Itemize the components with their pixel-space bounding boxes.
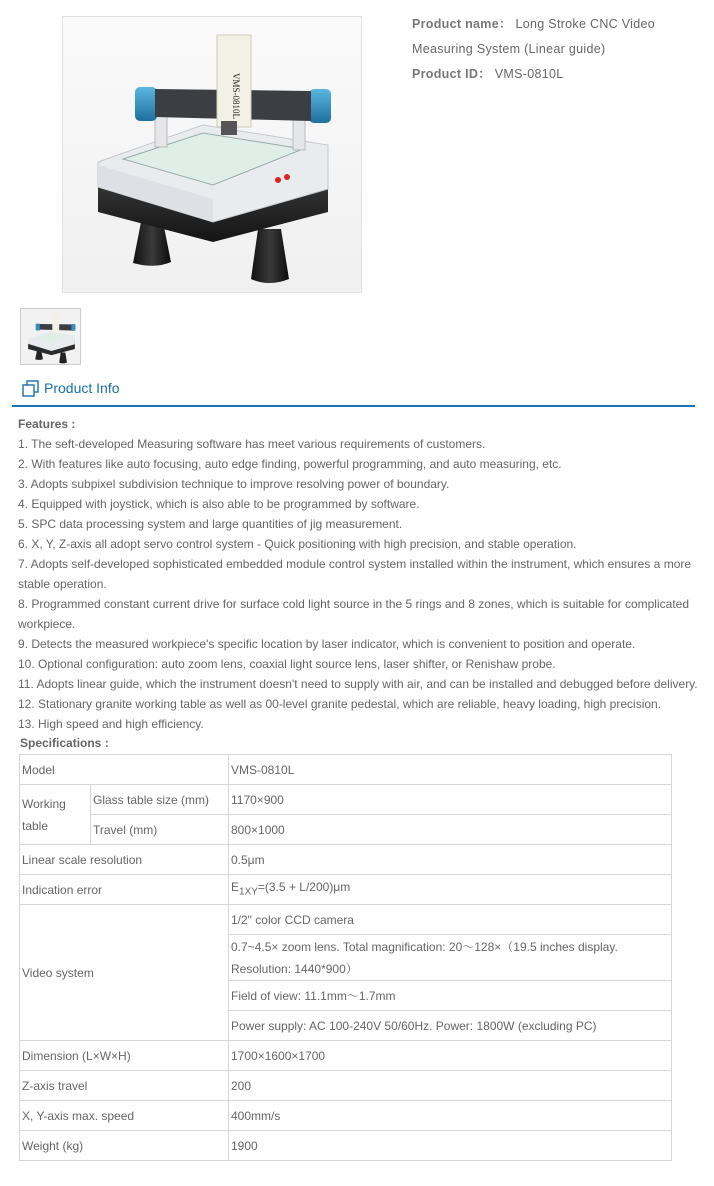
feature-item: 4. Equipped with joystick, which is also able to be programmed by software. (18, 497, 420, 511)
feature-item: 11. Adopts linear guide, which the instrument doesn't need to supply with air, and can be installed and debugged before delivery. (18, 677, 698, 691)
product-info-label: Product Info (44, 380, 120, 396)
feature-item: 12. Stationary granite working table as well as 00-level granite pedestal, which are reliable, heavy loading, high precision. (18, 697, 662, 711)
product-meta (412, 12, 702, 87)
table-row (20, 785, 672, 815)
specifications-table (19, 754, 672, 1161)
machine-illustration (63, 17, 362, 293)
table-row (20, 845, 672, 875)
specifications-title: Specifications : (20, 736, 109, 750)
spec-label: Video system (20, 905, 229, 1041)
thumbnail-machine-icon (21, 309, 81, 365)
spec-value: Power supply: AC 100-240V 50/60Hz. Power: 1800W (excluding PC) (229, 1011, 672, 1041)
table-row (20, 755, 672, 785)
spec-value: Field of view: 11.1mm～1.7mm (229, 981, 672, 1011)
error-prefix: E (231, 879, 240, 894)
table-row (20, 875, 672, 905)
product-thumbnail[interactable] (20, 308, 81, 365)
spec-value (229, 875, 672, 905)
product-info-tab[interactable] (12, 376, 695, 407)
product-id-label: Product ID： (412, 67, 491, 81)
features-section (18, 414, 708, 734)
spec-label: X, Y-axis max. speed (20, 1101, 229, 1131)
spec-label: Model (20, 755, 229, 785)
spec-label: Z-axis travel (20, 1071, 229, 1101)
spec-value: 1/2" color CCD camera (229, 905, 672, 935)
spec-value: 0.7~4.5× zoom lens. Total magnification: 20～128×（19.5 inches display. Resolution: 1440*900） (229, 935, 672, 981)
product-name-value: Long Stroke CNC Video Measuring System (Linear guide) (412, 17, 656, 56)
spec-sublabel: Glass table size (mm) (91, 785, 229, 815)
product-id-row (412, 62, 702, 87)
feature-item: 3. Adopts subpixel subdivision technique to improve resolving power of boundary. (18, 477, 450, 491)
spec-sublabel: Travel (mm) (91, 815, 229, 845)
feature-item: 5. SPC data processing system and large quantities of jig measurement. (18, 517, 403, 531)
feature-item: 10. Optional configuration: auto zoom lens, coaxial light source lens, laser shifter, or Renishaw probe. (18, 657, 556, 671)
spec-value: 1170×900 (229, 785, 672, 815)
feature-item: 9. Detects the measured workpiece's specific location by laser indicator, which is convenient to position and operate. (18, 637, 636, 651)
table-row (20, 905, 672, 935)
product-name-label: Product name： (412, 17, 512, 31)
product-main-image (62, 16, 362, 293)
spec-value: 400mm/s (229, 1101, 672, 1131)
spec-value: 1900 (229, 1131, 672, 1161)
feature-item: 8. Programmed constant current drive for surface cold light source in the 5 rings and 8 zones, which is suitable for complicated workpiece. (18, 597, 689, 631)
spec-label: Indication error (20, 875, 229, 905)
feature-item: 6. X, Y, Z-axis all adopt servo control system - Quick positioning with high precision, and stable operation. (18, 537, 577, 551)
spec-label: Linear scale resolution (20, 845, 229, 875)
error-formula: =(3.5 + L/200)μm (257, 879, 351, 894)
product-id-value: VMS-0810L (494, 67, 564, 81)
spec-label: Dimension (L×W×H) (20, 1041, 229, 1071)
table-row (20, 1101, 672, 1131)
table-row (20, 1071, 672, 1101)
product-name-row (412, 12, 702, 62)
feature-item: 1. The seft-developed Measuring software has meet various requirements of customers. (18, 437, 486, 451)
table-row (20, 1041, 672, 1071)
product-info-icon (22, 380, 39, 397)
feature-item: 7. Adopts self-developed sophisticated embedded module control system installed within the instrument, which ensures a more stable operation. (18, 557, 692, 591)
spec-value: VMS-0810L (229, 755, 672, 785)
error-subscript: 1XY (239, 886, 258, 898)
spec-value: 800×1000 (229, 815, 672, 845)
feature-item: 13. High speed and high efficiency. (18, 717, 204, 731)
spec-value: 0.5μm (229, 845, 672, 875)
table-row (20, 815, 672, 845)
feature-item: 2. With features like auto focusing, auto edge finding, powerful programming, and auto measuring, etc. (18, 457, 562, 471)
spec-value: 200 (229, 1071, 672, 1101)
table-row (20, 1131, 672, 1161)
machine-model-label: VMS-0810L (231, 73, 241, 120)
spec-label: Working table (20, 785, 91, 845)
features-title: Features : (18, 417, 76, 431)
spec-label: Weight (kg) (20, 1131, 229, 1161)
spec-value: 1700×1600×1700 (229, 1041, 672, 1071)
